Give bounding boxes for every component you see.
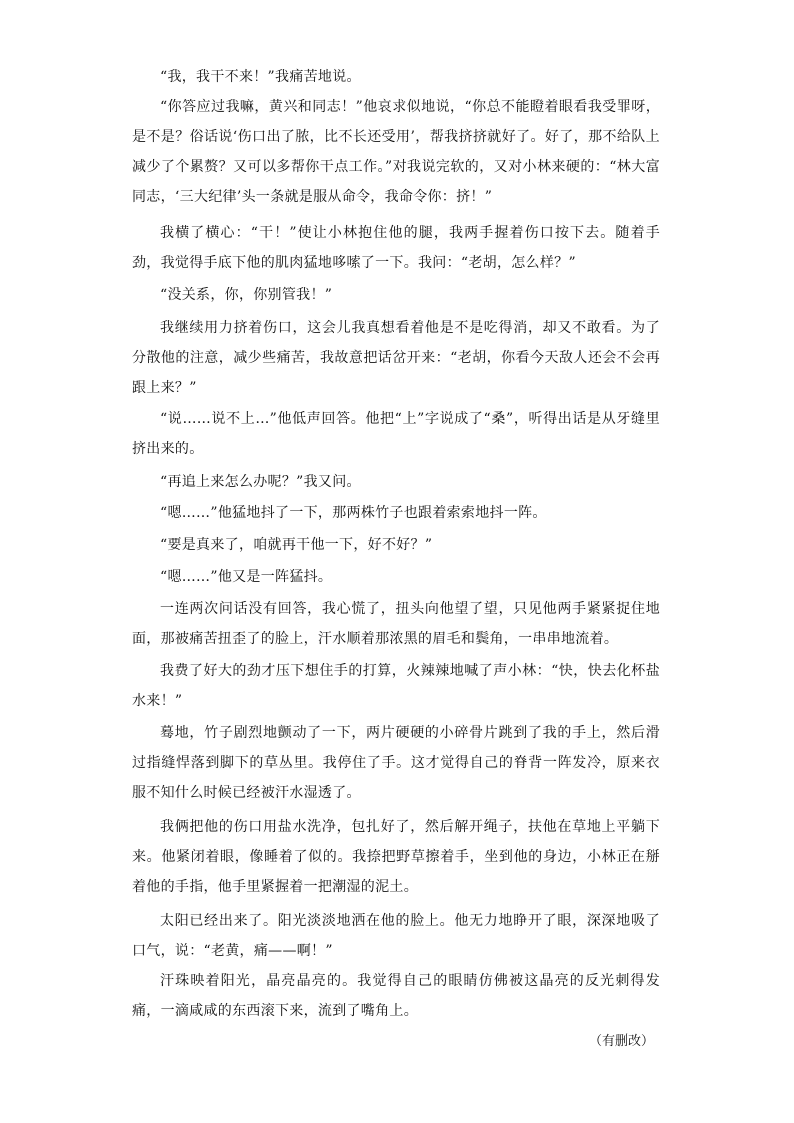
paragraph: “要是真来了，咱就再干他一下，好不好？”: [160, 537, 433, 553]
paragraph: “我，我干不来！”我痛苦地说。: [160, 69, 361, 85]
paragraph: 一连两次问话没有回答，我心慌了，扭头向他望了望，只见他两手紧紧捉住地面，那被痛苦扭歪了的脸上，汗水顺着那浓黑的眉毛和鬓角，一串串地流着。: [132, 601, 660, 647]
paragraph: “嗯……”他又是一阵猛抖。: [160, 569, 333, 585]
paragraph: 我费了好大的劲才压下想住手的打算，火辣辣地喊了声小林：“快，快去化杯盐水来！”: [132, 663, 660, 709]
paragraph: “你答应过我嘛，黄兴和同志！”他哀求似地说，“你总不能瞪着眼看我受罪呀，是不是？俗话说‘伤口出了脓，比不长还受用’，帮我挤挤就好了。好了，那不给队上减少了个累赘？又可以多帮你干点工作。”对我说完软的，又对小林来硬的：“林大富同志，‘三大纪律’头一条就是服从命令，我命令你：挤！”: [132, 99, 660, 205]
paragraph: 汗珠映着阳光，晶亮晶亮的。我觉得自己的眼睛仿佛被这晶亮的反光刺得发痛，一滴咸咸的东西滚下来，流到了嘴角上。: [132, 973, 660, 1019]
paragraph: 我俩把他的伤口用盐水洗净，包扎好了，然后解开绳子，扶他在草地上平躺下来。他紧闭着眼，像睡着了似的。我捺把野草擦着手，坐到他的身边，小林正在掰着他的手指，他手里紧握着一把潮湿的泥土。: [132, 819, 660, 895]
paragraph: 太阳已经出来了。阳光淡淡地洒在他的脸上。他无力地睁开了眼，深深地吸了口气，说：“老黄，痛——啊！”: [132, 913, 660, 959]
paragraph: “嗯……”他猛地抖了一下，那两株竹子也跟着索索地抖一阵。: [160, 505, 547, 521]
paragraph: “再追上来怎么办呢？”我又问。: [160, 474, 361, 490]
source-credit: （有删改）: [588, 1034, 654, 1049]
paragraph: 蓦地，竹子剧烈地颤动了一下，两片硬硬的小碎骨片跳到了我的手上，然后滑过指缝悍落到脚下的草丛里。我停住了手。这才觉得自己的脊背一阵发冷，原来衣服不知什么时候已经被汗水湿透了。: [132, 725, 660, 801]
paragraph: 我继续用力挤着伤口，这会儿我真想看着他是不是吃得消，却又不敢看。为了分散他的注意，减少些痛苦，我故意把话岔开来：“老胡，你看今天敌人还会不会再跟上来？”: [132, 320, 660, 396]
paragraph: 我横了横心：“干！”使让小林抱住他的腿，我两手握着伤口按下去。随着手劲，我觉得手底下他的肌肉猛地哆嗦了一下。我问：“老胡，怎么样？”: [132, 225, 660, 271]
paragraph: “说……说不上…”他低声回答。他把“上”字说成了“桑”，听得出话是从牙缝里挤出来的。: [132, 411, 660, 457]
paragraph: “没关系，你，你别管我！”: [160, 287, 333, 303]
